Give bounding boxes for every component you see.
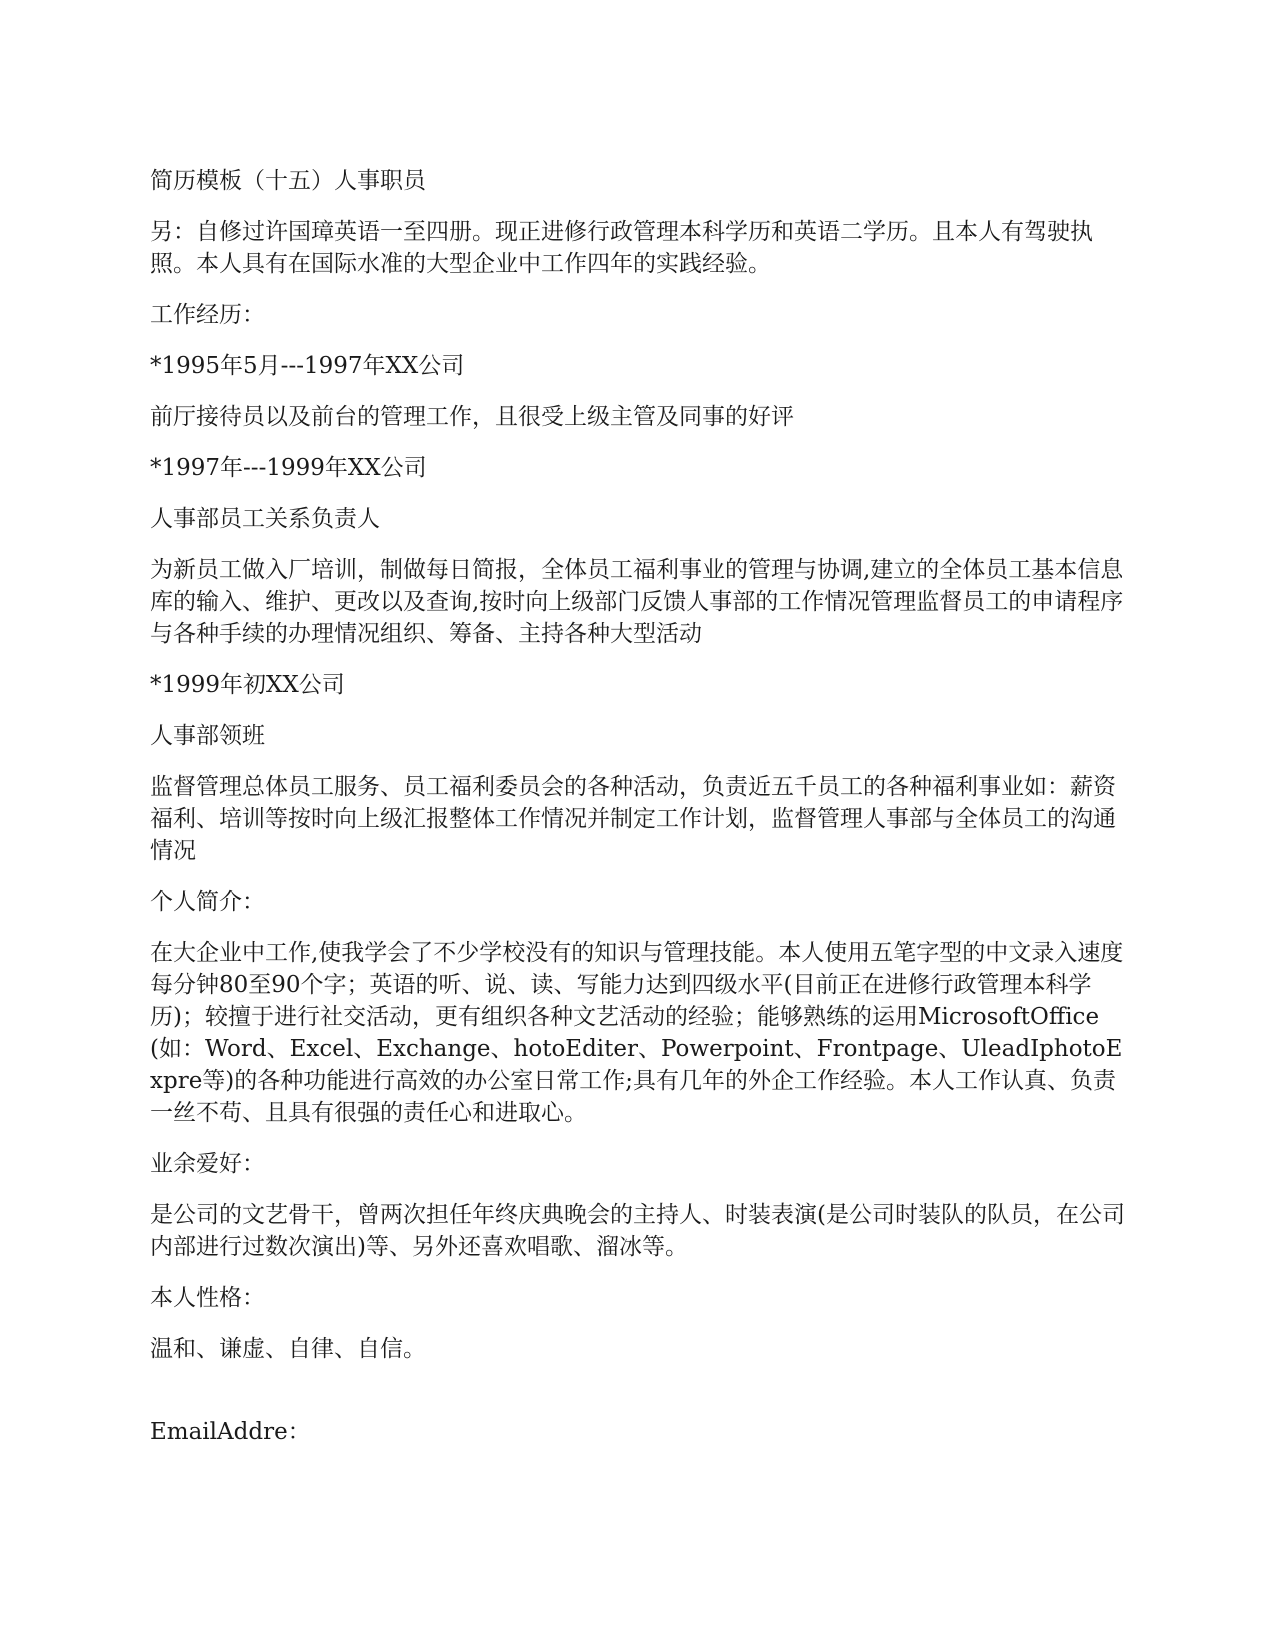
- hobbies-paragraph: 是公司的文艺骨干，曾两次担任年终庆典晚会的主持人、时装表演(是公司时装队的队员，在公司内部进行过数次演出)等、另外还喜欢唱歌、溜冰等。: [150, 1202, 1125, 1260]
- job-period: *1997年---1999年XX公司: [150, 455, 427, 481]
- personality-heading: 本人性格：: [150, 1285, 265, 1311]
- job-duties: 为新员工做入厂培训，制做每日简报，全体员工福利事业的管理与协调,建立的全体员工基本信息库的输入、维护、更改以及查询,按时向上级部门反馈人事部的工作情况管理监督员工的申请程序与各种手续的办理情况组织、筹备、主持各种大型活动: [150, 557, 1124, 647]
- job-role: 前厅接待员以及前台的管理工作，且很受上级主管及同事的好评: [150, 404, 794, 430]
- resume-body: [150, 165, 1125, 1467]
- intro-paragraph: 另：自修过许国璋英语一至四册。现正进修行政管理本科学历和英语二学历。且本人有驾驶执照。本人具有在国际水准的大型企业中工作四年的实践经验。: [150, 219, 1093, 277]
- profile-heading: 个人简介：: [150, 889, 265, 915]
- profile-paragraph: 在大企业中工作,使我学会了不少学校没有的知识与管理技能。本人使用五笔字型的中文录入速度每分钟80至90个字；英语的听、说、读、写能力达到四级水平(目前正在进修行政管理本科学历)；较擅于进行社交活动，更有组织各种文艺活动的经验；能够熟练的运用MicrosoftOffice(如：Word、Excel、Exchange、hotoEditer、Powerpoint、Frontpage、UleadIphotoExpre等)的各种功能进行高效的办公室日常工作;具有几年的外企工作经验。本人工作认真、负责一丝不苟、且具有很强的责任心和进取心。: [150, 940, 1124, 1126]
- hobbies-heading: 业余爱好：: [150, 1151, 265, 1177]
- email-label: EmailAddre：: [150, 1419, 311, 1445]
- personality-paragraph: 温和、谦虚、自律、自信。: [150, 1336, 426, 1362]
- job-role: 人事部领班: [150, 723, 265, 749]
- document-title: 简历模板（十五）人事职员: [150, 168, 426, 194]
- job-role: 人事部员工关系负责人: [150, 506, 380, 532]
- job-duties: 监督管理总体员工服务、员工福利委员会的各种活动，负责近五千员工的各种福利事业如：薪资福利、培训等按时向上级汇报整体工作情况并制定工作计划，监督管理人事部与全体员工的沟通情况: [150, 774, 1116, 864]
- job-period: *1995年5月---1997年XX公司: [150, 353, 465, 379]
- work-heading: 工作经历：: [150, 302, 265, 328]
- job-period: *1999年初XX公司: [150, 672, 345, 698]
